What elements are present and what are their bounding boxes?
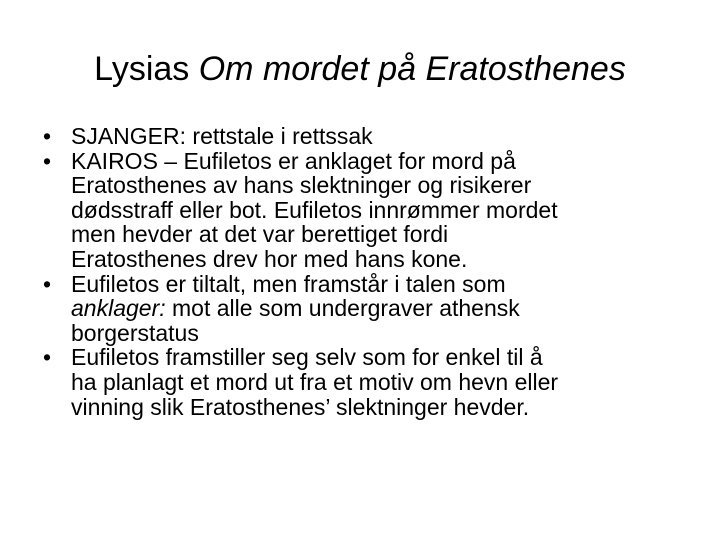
title-work: Om mordet på Eratosthenes — [198, 50, 626, 88]
bullet-item-kairos — [43, 149, 683, 272]
bullet-text-line: KAIROS – Eufiletos er anklaget for mord på — [71, 147, 516, 174]
bullet-text-line: ha planlagt et mord ut fra et motiv om hevn eller — [71, 368, 559, 395]
bullet-text-line: borgerstatus — [71, 319, 199, 346]
bullet-text-line: Eratosthenes av hans slektninger og risikerer — [71, 172, 532, 199]
bullet-item-accuser — [43, 272, 683, 346]
bullet-marker: • — [43, 344, 52, 371]
bullet-text-line: men hevder at det var berettiget fordi — [71, 221, 449, 248]
title-author: Lysias — [94, 50, 199, 88]
bullet-text-line: dødsstraff eller bot. Eufiletos innrømmer mordet — [71, 196, 558, 223]
bullet-item-genre — [43, 124, 683, 149]
bullet-marker: • — [43, 270, 52, 297]
bullet-text-line: Eratosthenes drev hor med hans kone. — [71, 245, 468, 272]
bullet-marker: • — [43, 123, 52, 149]
italic-term: anklager: — [71, 295, 166, 322]
bullet-marker: • — [43, 147, 52, 174]
slide-title — [0, 48, 720, 90]
bullet-text-segment: mot alle som undergraver athensk — [165, 295, 520, 322]
bullet-text-line: SJANGER: rettstale i rettssak — [71, 123, 373, 149]
bullet-text-line: vinning slik Eratosthenes’ slektninger hevder. — [71, 393, 530, 420]
bullet-text-line: Eufiletos er tiltalt, men framstår i talen som — [71, 270, 506, 297]
bullet-text-line-mixed — [71, 296, 683, 321]
bullet-text-line: Eufiletos framstiller seg selv som for enkel til å — [71, 344, 543, 371]
bullet-item-self-portrayal — [43, 345, 683, 419]
bullet-list — [43, 124, 683, 419]
